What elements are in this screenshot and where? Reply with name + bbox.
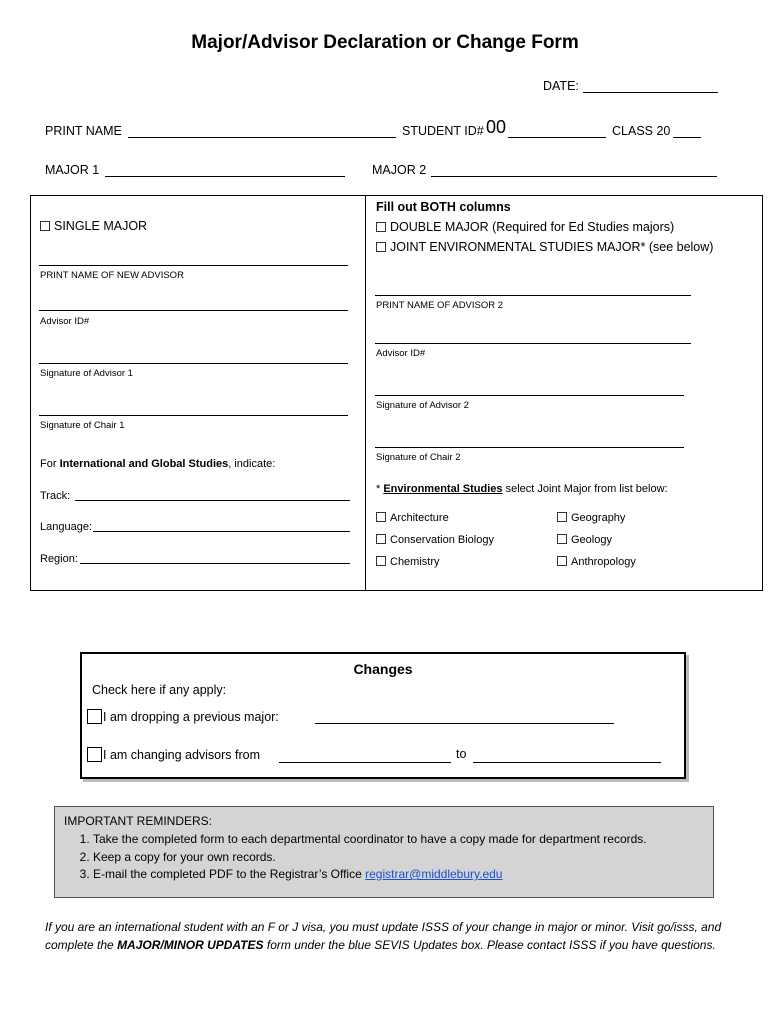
major1-label: MAJOR 1 (45, 163, 100, 177)
track-field[interactable] (75, 500, 350, 501)
dropping-major-field[interactable] (315, 723, 614, 724)
advisor2-label: PRINT NAME OF ADVISOR 2 (376, 300, 504, 311)
reminder-item: 2. Keep a copy for your own records. (93, 849, 647, 867)
joint-env-checkbox[interactable] (376, 242, 386, 252)
changing-advisor-option[interactable]: I am changing advisors from (87, 747, 260, 762)
changing-advisor-checkbox[interactable] (87, 747, 102, 762)
sig-chair1-field[interactable] (39, 415, 348, 416)
advisor2-id-field[interactable] (375, 343, 691, 344)
reminders-heading: IMPORTANT REMINDERS: (64, 814, 213, 828)
geology-checkbox[interactable] (557, 534, 567, 544)
joint-option-geography[interactable]: Geography (557, 512, 625, 524)
major2-label: MAJOR 2 (372, 163, 427, 177)
language-field[interactable] (93, 531, 350, 532)
joint-option-chemistry[interactable]: Chemistry (376, 556, 440, 568)
advisor-to-field[interactable] (473, 762, 661, 763)
student-id-label: STUDENT ID# (402, 124, 484, 138)
anthropology-checkbox[interactable] (557, 556, 567, 566)
to-label: to (456, 747, 467, 761)
print-name-field[interactable] (128, 137, 396, 138)
advisor-id-label: Advisor ID# (40, 316, 90, 327)
major1-field[interactable] (105, 176, 345, 177)
registrar-email-link[interactable]: registrar@middlebury.edu (365, 867, 503, 881)
advisor-id-field[interactable] (39, 310, 348, 311)
joint-option-anthropology[interactable]: Anthropology (557, 556, 636, 568)
env-instruction: * Environmental Studies select Joint Major from list below: (376, 483, 668, 495)
region-label: Region: (40, 553, 78, 565)
sig-advisor1-field[interactable] (39, 363, 348, 364)
advisor-from-field[interactable] (279, 762, 451, 763)
class-field[interactable] (673, 137, 701, 138)
dropping-major-checkbox[interactable] (87, 709, 102, 724)
column-divider (365, 195, 366, 591)
fill-both-heading: Fill out BOTH columns (376, 200, 511, 214)
reminder-item: 1. Take the completed form to each departmental coordinator to have a copy made for department records. (93, 831, 647, 849)
print-name-label: PRINT NAME (45, 124, 122, 138)
joint-option-geology[interactable]: Geology (557, 534, 612, 546)
double-major-checkbox[interactable] (376, 222, 386, 232)
date-field[interactable] (583, 92, 718, 93)
class-label: CLASS 20 (612, 124, 671, 138)
joint-option-conservation-biology[interactable]: Conservation Biology (376, 534, 494, 546)
international-student-note: If you are an international student with an F or J visa, you must update ISSS of your change in major or minor. Visit go/isss, and complete the MAJOR/MINOR UPDATES form under the blue SEVIS Updates box. Please contact ISSS if you have questions. (45, 920, 722, 952)
reminders-list (53, 831, 647, 884)
single-major-option[interactable]: SINGLE MAJOR (40, 219, 147, 233)
student-id-field[interactable] (508, 137, 606, 138)
reminders-box (54, 806, 714, 898)
joint-env-option[interactable]: JOINT ENVIRONMENTAL STUDIES MAJOR* (see below) (376, 240, 713, 254)
sig-advisor2-field[interactable] (375, 395, 684, 396)
student-id-prefix: 00 (486, 117, 507, 137)
new-advisor-field[interactable] (39, 265, 348, 266)
sig-advisor1-label: Signature of Advisor 1 (40, 368, 133, 379)
new-advisor-label: PRINT NAME OF NEW ADVISOR (40, 270, 184, 281)
changes-heading: Changes (353, 661, 413, 677)
single-major-checkbox[interactable] (40, 221, 50, 231)
check-apply-label: Check here if any apply: (92, 683, 227, 697)
major2-field[interactable] (431, 176, 717, 177)
advisor2-id-label: Advisor ID# (376, 348, 426, 359)
page-title: Major/Advisor Declaration or Change Form (191, 32, 579, 53)
geography-checkbox[interactable] (557, 512, 567, 522)
language-label: Language: (40, 521, 92, 533)
date-label: DATE: (543, 79, 579, 93)
sig-chair2-field[interactable] (375, 447, 684, 448)
joint-option-architecture[interactable]: Architecture (376, 512, 449, 524)
chemistry-checkbox[interactable] (376, 556, 386, 566)
sig-chair1-label: Signature of Chair 1 (40, 420, 125, 431)
igs-instruction: For International and Global Studies, indicate: (40, 458, 276, 470)
dropping-major-option[interactable]: I am dropping a previous major: (87, 709, 279, 724)
advisor2-field[interactable] (375, 295, 691, 296)
reminder-item: 3. E-mail the completed PDF to the Registrar’s Office registrar@middlebury.edu (93, 866, 647, 884)
sig-advisor2-label: Signature of Advisor 2 (376, 400, 469, 411)
track-label: Track: (40, 490, 71, 502)
conservation-biology-checkbox[interactable] (376, 534, 386, 544)
double-major-option[interactable]: DOUBLE MAJOR (Required for Ed Studies majors) (376, 220, 674, 234)
architecture-checkbox[interactable] (376, 512, 386, 522)
sig-chair2-label: Signature of Chair 2 (376, 452, 461, 463)
region-field[interactable] (80, 563, 350, 564)
